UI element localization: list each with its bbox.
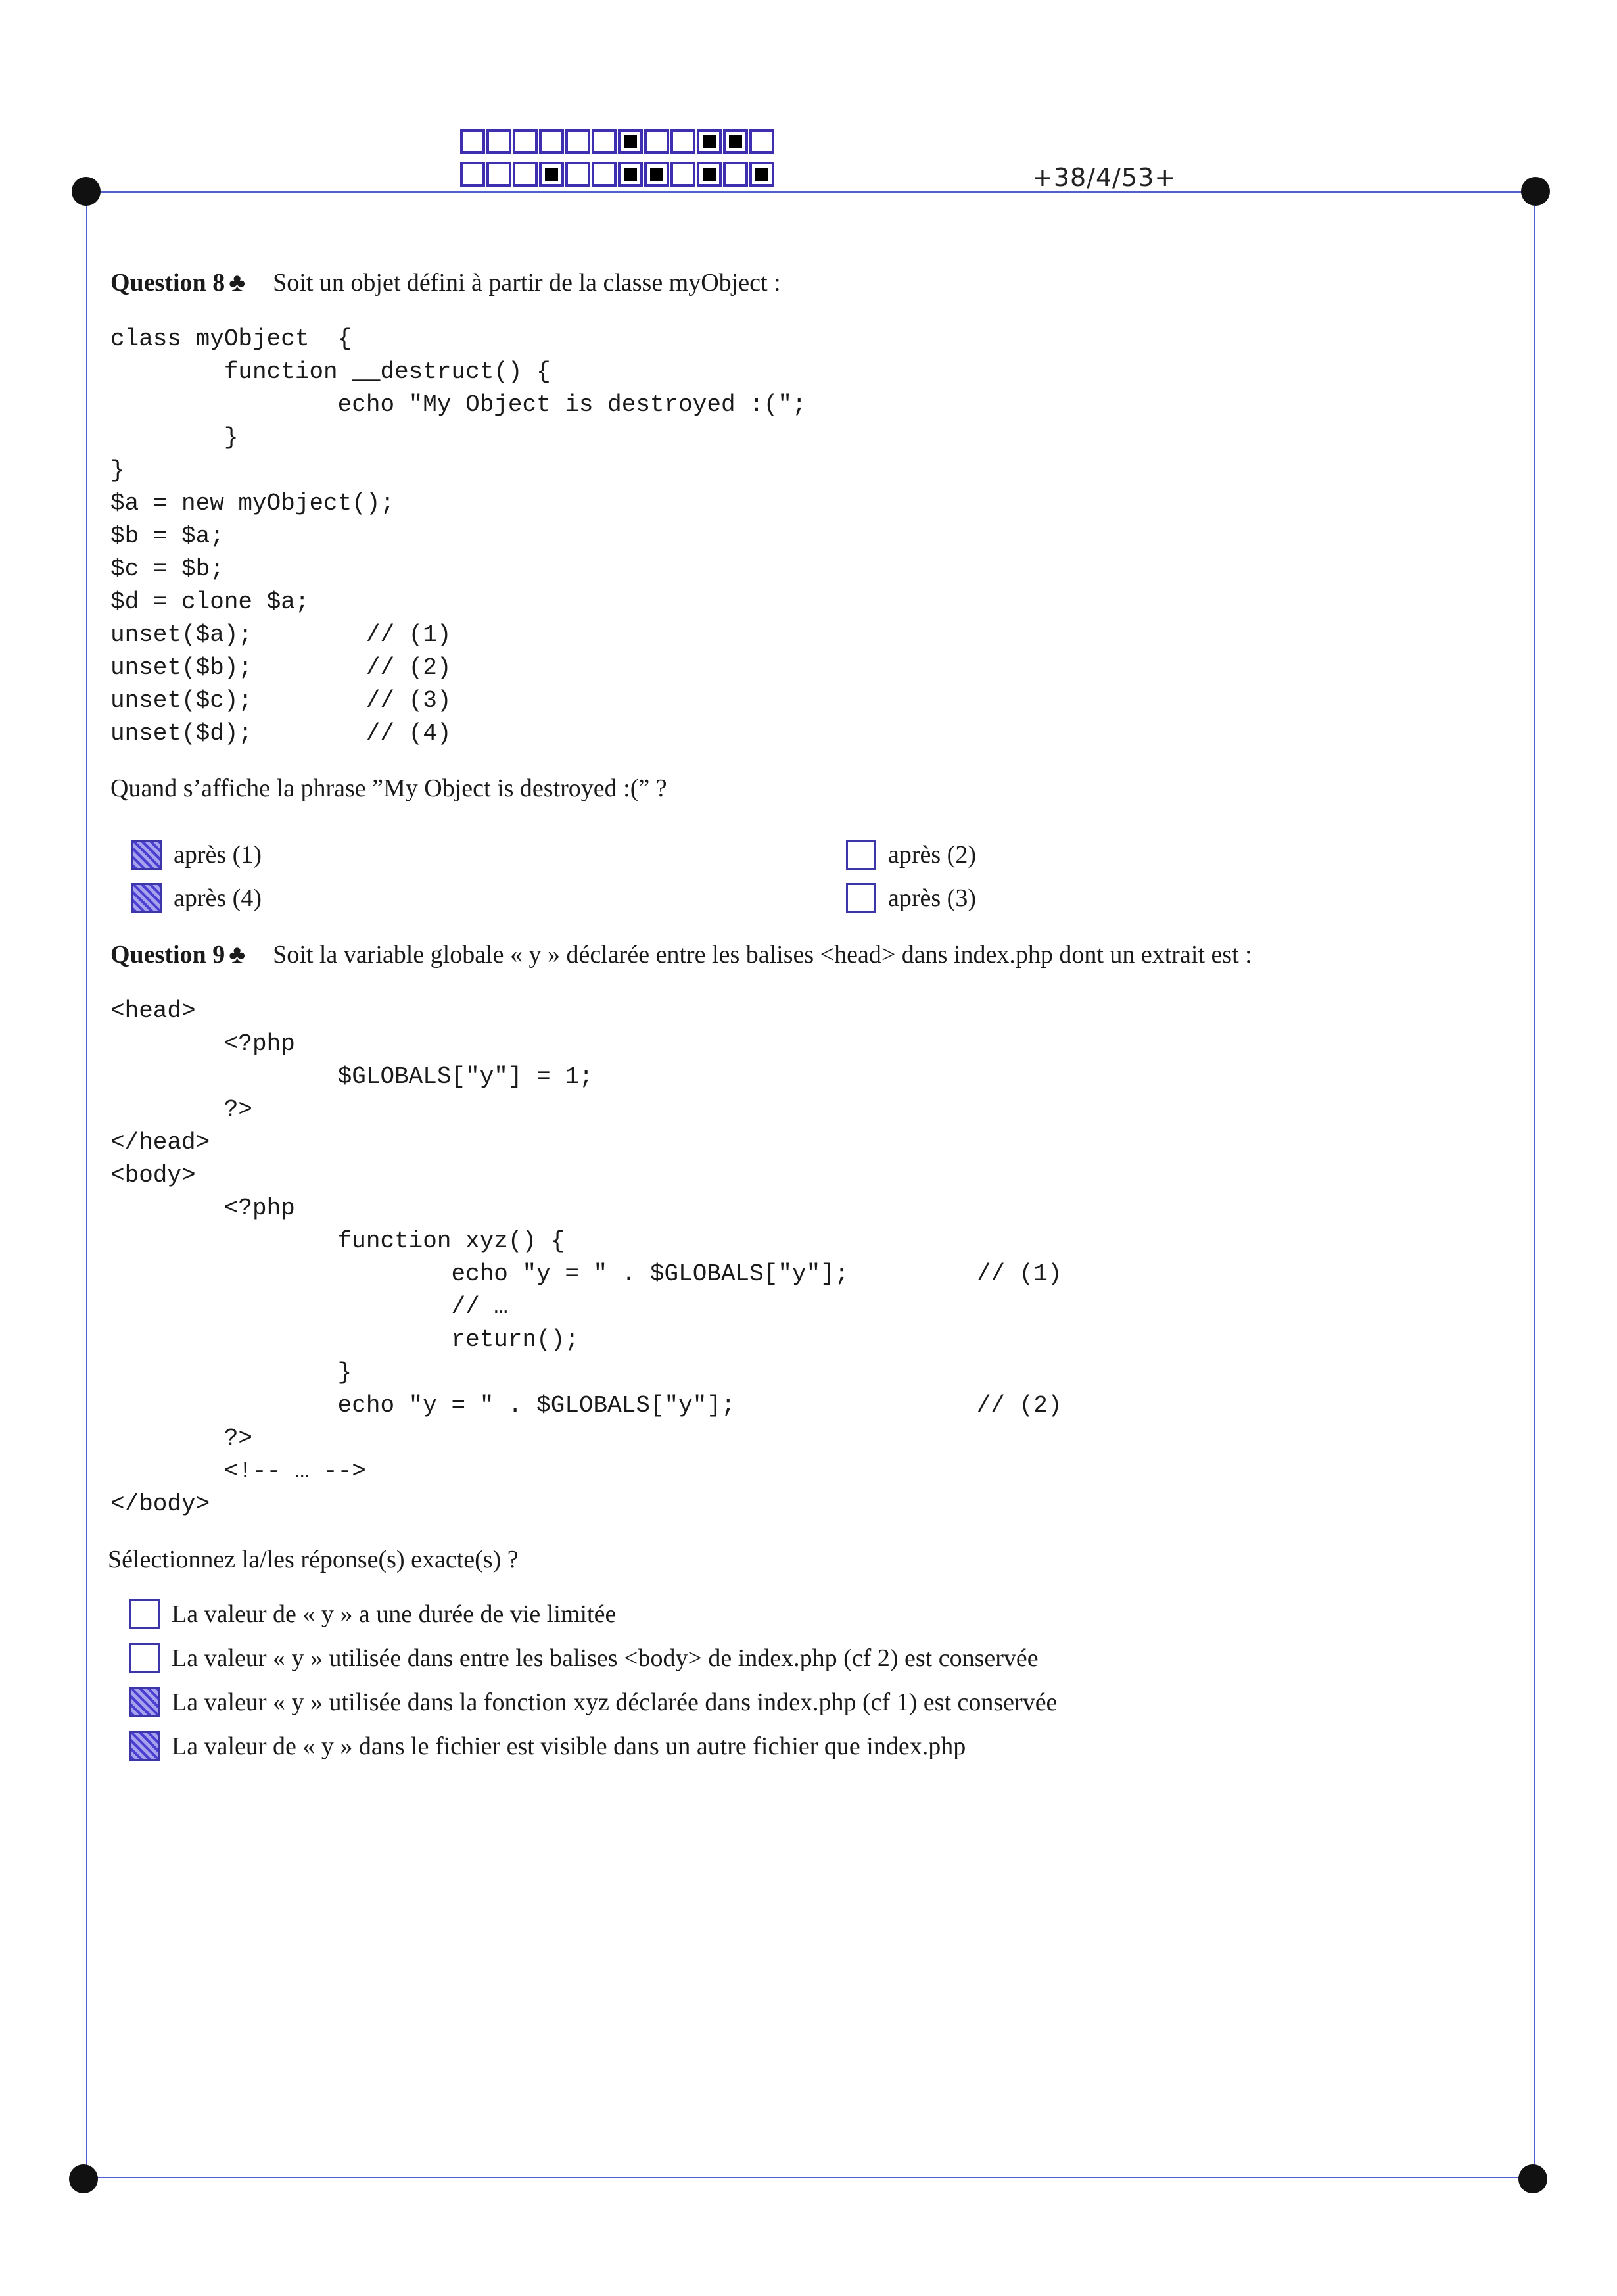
checkbox[interactable]: [846, 840, 876, 870]
checkbox[interactable]: [129, 1599, 160, 1629]
club-icon: ♣: [229, 941, 246, 969]
registration-dot-top-right: [1521, 177, 1550, 206]
barcode-cell: [697, 129, 722, 154]
answer-label: La valeur « y » utilisée dans la fonction xyz déclarée dans index.php (cf 1) est conservée: [172, 1688, 1058, 1716]
barcode-cell: [565, 129, 590, 154]
checkbox[interactable]: [129, 1731, 160, 1761]
barcode-cell: [644, 162, 669, 187]
answer-option[interactable]: [846, 840, 976, 870]
barcode-cell: [460, 129, 485, 154]
question-prompt: Quand s’affiche la phrase ”My Object is destroyed :(” ?: [110, 775, 667, 802]
answer-label: après (2): [888, 841, 976, 869]
barcode-cell: [565, 162, 590, 187]
question-text: Soit un objet défini à partir de la classe myObject :: [273, 269, 781, 297]
question-9-title: [110, 940, 1252, 969]
barcode-cell: [749, 162, 774, 187]
barcode-cell: [670, 129, 695, 154]
barcode-cell: [723, 162, 748, 187]
question-8-title: [110, 268, 781, 297]
answer-label: après (1): [174, 841, 262, 869]
answer-label: après (3): [888, 884, 976, 912]
answer-label: La valeur de « y » dans le fichier est visible dans un autre fichier que index.php: [172, 1733, 966, 1760]
answer-label: après (4): [174, 884, 262, 912]
barcode-cell: [592, 129, 617, 154]
answer-label: La valeur « y » utilisée dans entre les balises <body> de index.php (cf 2) est conservée: [172, 1644, 1039, 1672]
barcode-row-1: [460, 129, 776, 154]
answer-option[interactable]: [129, 1731, 966, 1761]
checkbox[interactable]: [846, 883, 876, 913]
barcode-cell: [460, 162, 485, 187]
code-block: class myObject { function __destruct() { echo "My Object is destroyed :("; } } $a = new myObject(); $b = $a; $c = $b; $d = clone $a; unset($a); // (1) unset($b); // (2) unset($c); // (3) unset($d); // (4): [110, 325, 807, 747]
barcode-cell: [539, 162, 564, 187]
barcode-cell: [749, 129, 774, 154]
question-prompt: Sélectionnez la/les réponse(s) exacte(s) ?: [108, 1546, 519, 1573]
question-number: Question 8: [110, 269, 225, 297]
checkbox[interactable]: [129, 1687, 160, 1717]
registration-dot-bottom-left: [69, 2164, 98, 2193]
answer-option[interactable]: [129, 1687, 1057, 1717]
club-icon: ♣: [229, 269, 246, 297]
question-number: Question 9: [110, 941, 225, 969]
checkbox[interactable]: [129, 1643, 160, 1673]
barcode-row-2: [460, 162, 776, 187]
barcode-cell: [644, 129, 669, 154]
answer-option[interactable]: [846, 883, 976, 913]
checkbox[interactable]: [131, 883, 162, 913]
barcode-cell: [513, 162, 538, 187]
question-text: Soit la variable globale « y » déclarée entre les balises <head> dans index.php dont un extrait est :: [273, 941, 1252, 969]
answer-option[interactable]: [129, 1643, 1039, 1673]
answer-option[interactable]: [131, 840, 262, 870]
answer-option[interactable]: [131, 883, 262, 913]
answer-option[interactable]: [129, 1599, 616, 1629]
page-id: +38/4/53+: [1032, 163, 1177, 192]
checkbox[interactable]: [131, 840, 162, 870]
barcode-cell: [618, 162, 643, 187]
registration-dot-bottom-right: [1518, 2164, 1547, 2193]
barcode-cell: [670, 162, 695, 187]
barcode-cell: [539, 129, 564, 154]
barcode-cell: [513, 129, 538, 154]
barcode-cell: [723, 129, 748, 154]
registration-dot-top-left: [72, 177, 101, 206]
barcode-cell: [697, 162, 722, 187]
barcode-cell: [592, 162, 617, 187]
barcode-cell: [486, 129, 511, 154]
barcode-cell: [486, 162, 511, 187]
barcode-cell: [618, 129, 643, 154]
code-block: <head> <?php $GLOBALS["y"] = 1; ?> </head> <body> <?php function xyz() { echo "y = " . $GLOBALS["y"]; // (1) // … return(); } echo "y = " . $GLOBALS["y"]; // (2) ?> <!-- … --> </body>: [110, 997, 1062, 1518]
answer-label: La valeur de « y » a une durée de vie limitée: [172, 1600, 617, 1628]
